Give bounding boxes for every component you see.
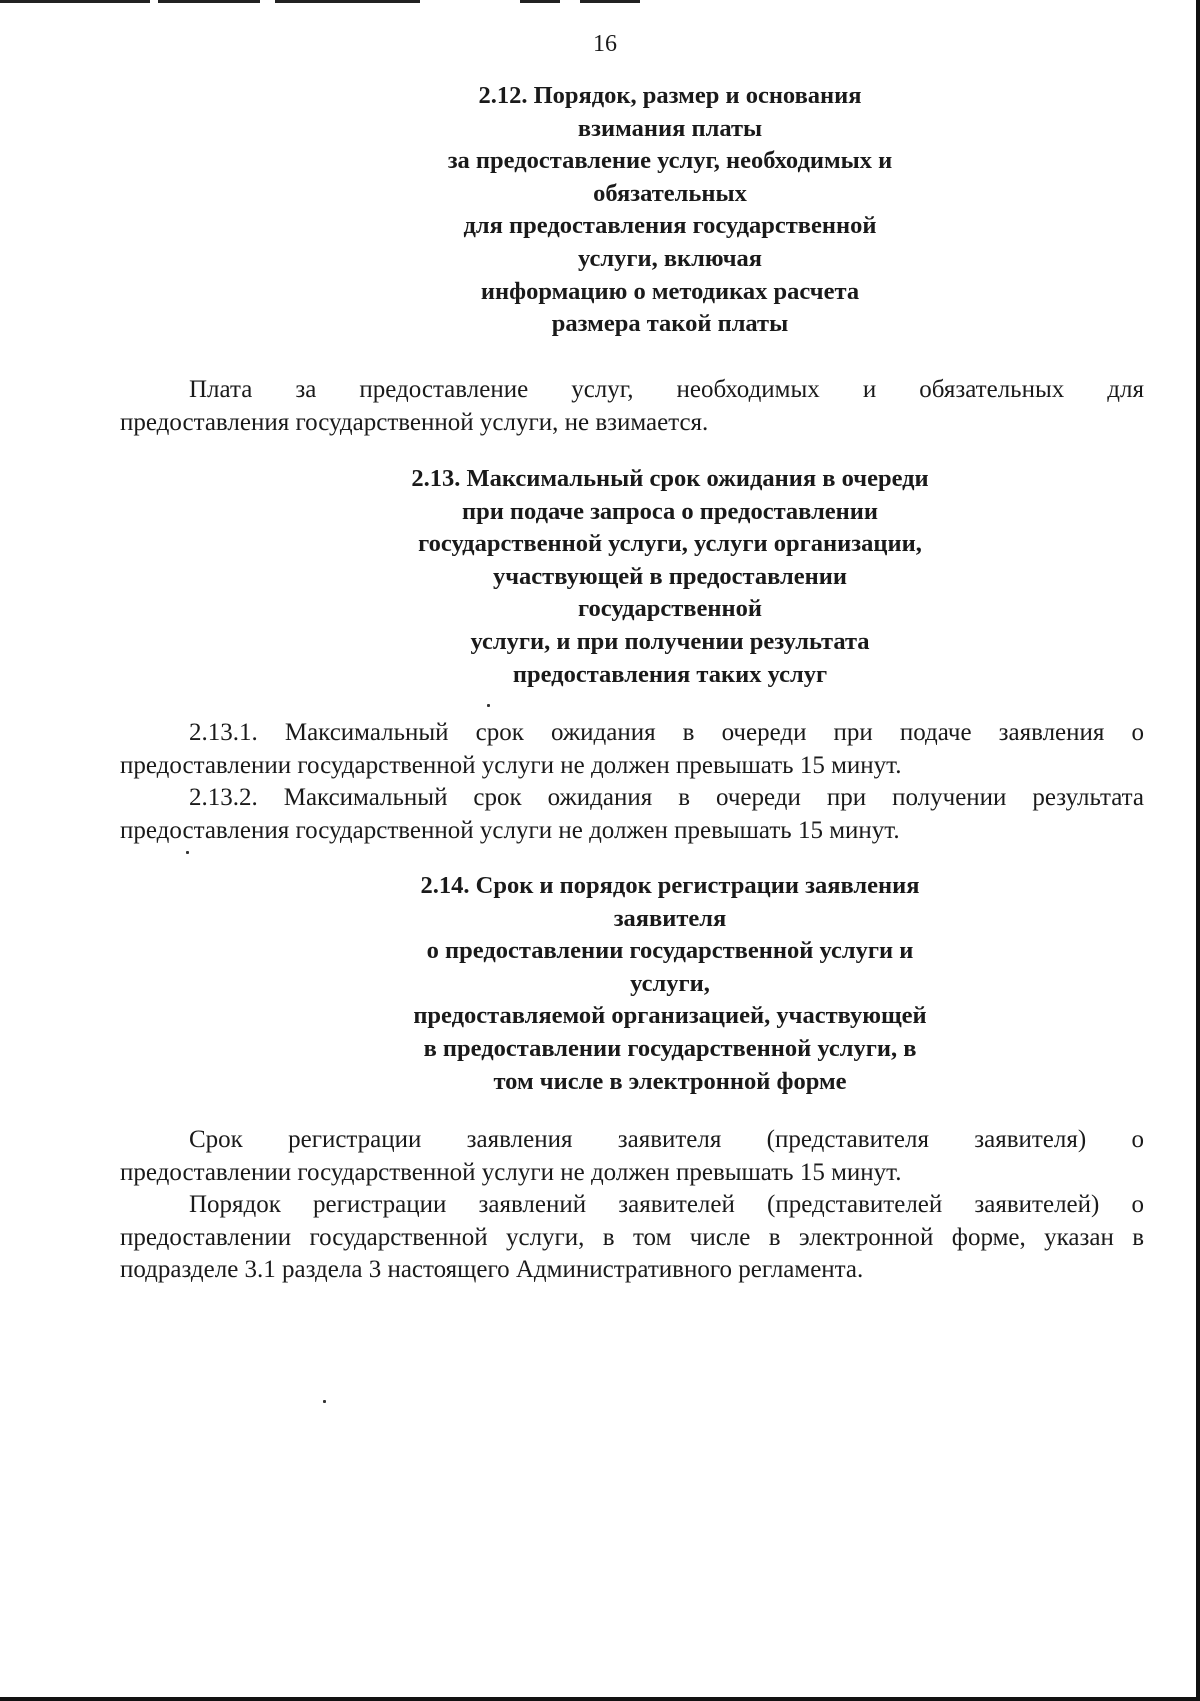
heading-line: услуги, и при получении результата [470,627,870,655]
heading-line: о предоставлении государственной услуги и [426,937,914,965]
paragraph-line: предоставлении государственной услуги не должен превышать 15 минут. [120,751,902,779]
heading-line: за предоставление услуг, необходимых и [447,147,893,175]
heading-line: при подаче запроса о предоставлении [461,497,879,525]
paragraph-line: 2.13.2. Максимальный срок ожидания в очереди при получении результата [189,784,1144,811]
section-2-14-paragraphs [120,1124,1144,1287]
heading-line: в предоставлении государственной услуги, в [423,1034,917,1062]
heading-line: государственной услуги, услуги организации, [418,530,922,558]
heading-line: заявителя [613,904,727,932]
paragraph-line: подразделе 3.1 раздела 3 настоящего Административного регламента. [120,1256,864,1283]
heading-line: участвующей в предоставлении [492,562,848,590]
heading-line: государственной [578,595,762,623]
heading-line: для предоставления государственной [463,212,877,240]
heading-line: 2.12. Порядок, размер и основания [478,82,862,109]
heading-line: услуги, включая [577,244,763,272]
paragraph [120,1124,1144,1189]
heading-line: предоставления таких услуг [512,660,828,688]
heading-line: 2.14. Срок и порядок регистрации заявления [420,872,920,899]
scan-speck [487,704,490,707]
paragraph-line: Порядок регистрации заявлений заявителей (представителей заявителей) о [189,1191,1144,1218]
paragraph-line: предоставления государственной услуги не должен превышать 15 минут. [120,816,900,844]
heading-line: 2.13. Максимальный срок ожидания в очереди [411,465,929,492]
heading-line: информацию о методиках расчета [480,277,860,305]
section-2-12-heading [360,80,980,341]
paragraph-line: предоставлении государственной услуги не должен превышать 15 минут. [120,1158,902,1186]
heading-line: взимания платы [577,114,763,142]
scan-speck [323,1400,326,1403]
paragraph-line: предоставления государственной услуги, не взимается. [120,408,709,436]
page-number: 16 [593,31,617,57]
paragraph-line: Плата за предоставление услуг, необходимых и обязательных для [189,376,1144,403]
heading-line: том числе в электронной форме [493,1067,847,1095]
paragraph-line: 2.13.1. Максимальный срок ожидания в очереди при подаче заявления о [189,719,1144,746]
paragraph [120,1189,1144,1287]
section-2-12-paragraph [120,374,1144,439]
scan-speck [186,851,189,854]
section-2-13-heading [360,463,980,691]
section-2-13-paragraphs [120,717,1144,847]
heading-line: обязательных [593,179,747,207]
paragraph [120,374,1144,439]
paragraph-line: предоставлении государственной услуги, в том числе в электронной форме, указан в [120,1223,1144,1251]
heading-line: предоставляемой организацией, участвующей [413,1002,927,1030]
section-2-14-heading [360,870,980,1098]
heading-line: услуги, [630,969,710,997]
paragraph [120,717,1144,782]
heading-line: размера такой платы [551,310,789,338]
paragraph [120,782,1144,847]
paragraph-line: Срок регистрации заявления заявителя (представителя заявителя) о [189,1126,1144,1153]
